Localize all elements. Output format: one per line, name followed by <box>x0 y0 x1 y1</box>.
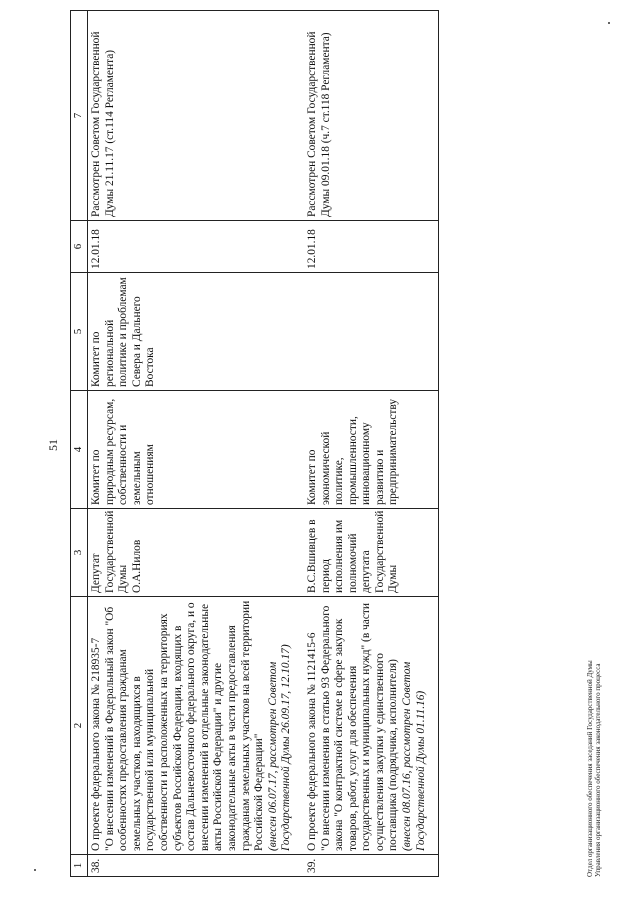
bill-description: "О внесении изменений в Федеральный закон "Об особенностях предоставления гражданам земельных участков, находящихся в государственной или муниципальной собственности и расположенных на территориях субъектов Российской Федерации, входящих в состав Дальневосточного федерального округа, и о внесении изменений в отдельные законодательные акты Российской Федерации" и другие законодательные акты в части предоставления гражданам земельных участков на всей территории Российской Федерации" <box>103 600 266 851</box>
author-cell: Депутат Государственной Думы О.А.Нилов <box>88 509 304 597</box>
column-header: 3 <box>71 509 88 597</box>
row-number: 38. <box>88 855 304 877</box>
bill-description: "О внесении изменения в статью 93 Федерального закона "О контрактной системе в сфере закупок товаров, работ, услуг для обеспечения государственных и муниципальных нужд" (в части осуществления закупки у единственного поставщика (подрядчика, исполнителя) <box>319 603 400 851</box>
rotated-page <box>40 5 610 885</box>
status-cell: Рассмотрен Советом Государственной Думы 21.11.17 (ст.114 Регламента) <box>88 11 304 221</box>
bill-note: (внесен 06.07.17, рассмотрен Советом Государственной Думы 26.09.17, 12.10.17) <box>266 644 293 851</box>
bill-note: (внесен 08.07.16, рассмотрен Советом Государственной Думы 01.11.16) <box>401 661 427 851</box>
column-header: 2 <box>71 597 88 855</box>
table-row <box>88 11 304 877</box>
table-row <box>304 11 439 877</box>
status-cell: Рассмотрен Советом Государственной Думы 09.01.18 (ч.7 ст.118 Регламента) <box>304 11 439 221</box>
scan-speck <box>34 869 36 871</box>
column-header: 1 <box>71 855 88 877</box>
scan-speck <box>608 22 610 24</box>
responsible-committee-cell: Комитет по экономической политике, промышленности, инновационному развитию и предпринимательству <box>304 391 439 509</box>
date-cell: 12.01.18 <box>88 221 304 273</box>
footer <box>586 660 602 877</box>
column-header: 5 <box>71 273 88 391</box>
footer-line: Управления организационного обеспечения законодательного процесса <box>594 663 602 877</box>
co-committee-cell: Комитет по региональной политике и проблемам Севера и Дальнего Востока <box>88 273 304 391</box>
column-header: 7 <box>71 11 88 221</box>
column-header: 6 <box>71 221 88 273</box>
bill-title: О проекте федерального закона № 1121415-6 <box>305 632 318 851</box>
responsible-committee-cell: Комитет по природным ресурсам, собственности и земельным отношениям <box>88 391 304 509</box>
date-cell: 12.01.18 <box>304 221 439 273</box>
page-number: 51 <box>46 439 60 451</box>
co-committee-cell <box>304 273 439 391</box>
bill-cell <box>88 597 304 855</box>
bill-cell <box>304 597 439 855</box>
footer-line: Отдел организационного обеспечения заседаний Государственной Думы <box>586 660 594 877</box>
row-number: 39. <box>304 855 439 877</box>
header-row <box>71 11 88 877</box>
bill-title: О проекте федерального закона № 218935-7 <box>90 637 102 851</box>
column-header: 4 <box>71 391 88 509</box>
bills-table <box>70 10 439 877</box>
author-cell: В.С.Вшивцев в период исполнения им полномочий депутата Государственной Думы <box>304 509 439 597</box>
